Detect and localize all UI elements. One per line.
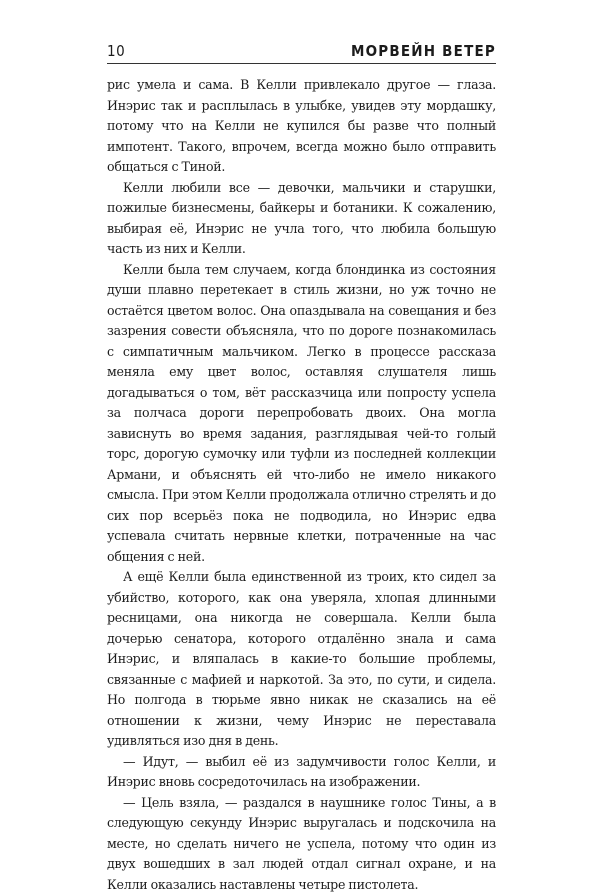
paragraph: — Цель взяла, — раздался в наушнике голос Тины, а в следующую секунду Инэрис выругалась и подскочила на месте, но сделать ничего не успела, потому что один из двух вошедших в зал людей отдал сигнал охране, и на Келли оказались наставлены четыре пистолета. xyxy=(107,793,496,895)
running-title: МОРВЕЙН ВЕТЕР xyxy=(351,42,496,60)
paragraph: А ещё Келли была единственной из троих, кто сидел за убийство, которого, как она уверяла, хлопая длинными ресницами, она никогда не совершала. Келли была дочерью сенатора, которого отдалённо знала и сама Инэрис, и вляпалась в какие-то большие проблемы, связанные с мафией и наркотой. За это, по сути, и сидела. Но полгода в тюрьме явно никак не сказались на её отношении к жизни, чему Инэрис не переставала удивляться изо дня в день. xyxy=(107,567,496,752)
paragraph: — Идут, — выбил её из задумчивости голос Келли, и Инэрис вновь сосредоточилась на изображении. xyxy=(107,752,496,793)
page-number: 10 xyxy=(107,42,125,60)
paragraph: Келли любили все — девочки, мальчики и старушки, пожилые бизнесмены, байкеры и ботаники. К сожалению, выбирая её, Инэрис не учла того, что любила большую часть из них и Келли. xyxy=(107,178,496,260)
body-text xyxy=(107,75,496,895)
header-divider xyxy=(107,63,496,64)
paragraph: Келли была тем случаем, когда блондинка из состояния души плавно перетекает в стиль жизни, но уж точно не остаётся цветом волос. Она опаздывала на совещания и без зазрения совести объясняла, что по дороге познакомилась с симпатичным мальчиком. Легко в процессе рассказа меняла ему цвет волос, оставляя слушателя лишь догадываться о том, вёт рассказчица или попросту успела за полчаса дороги перепробовать двоих. Она могла зависнуть во время задания, разглядывая чей-то голый торс, дорогую сумочку или туфли из последней коллекции Армани, и объяснять ей что-либо не имело никакого смысла. При этом Келли продолжала отлично стрелять и до сих пор всерьёз пока не подводила, но Инэрис едва успевала считать нервные клетки, потраченные на час общения с ней. xyxy=(107,260,496,568)
page-header xyxy=(107,38,496,60)
paragraph: рис умела и сама. В Келли привлекало другое — глаза. Инэрис так и расплылась в улыбке, увидев эту мордашку, потому что на Келли не купился бы разве что полный импотент. Такого, впрочем, всегда можно было отправить общаться с Тиной. xyxy=(107,75,496,178)
